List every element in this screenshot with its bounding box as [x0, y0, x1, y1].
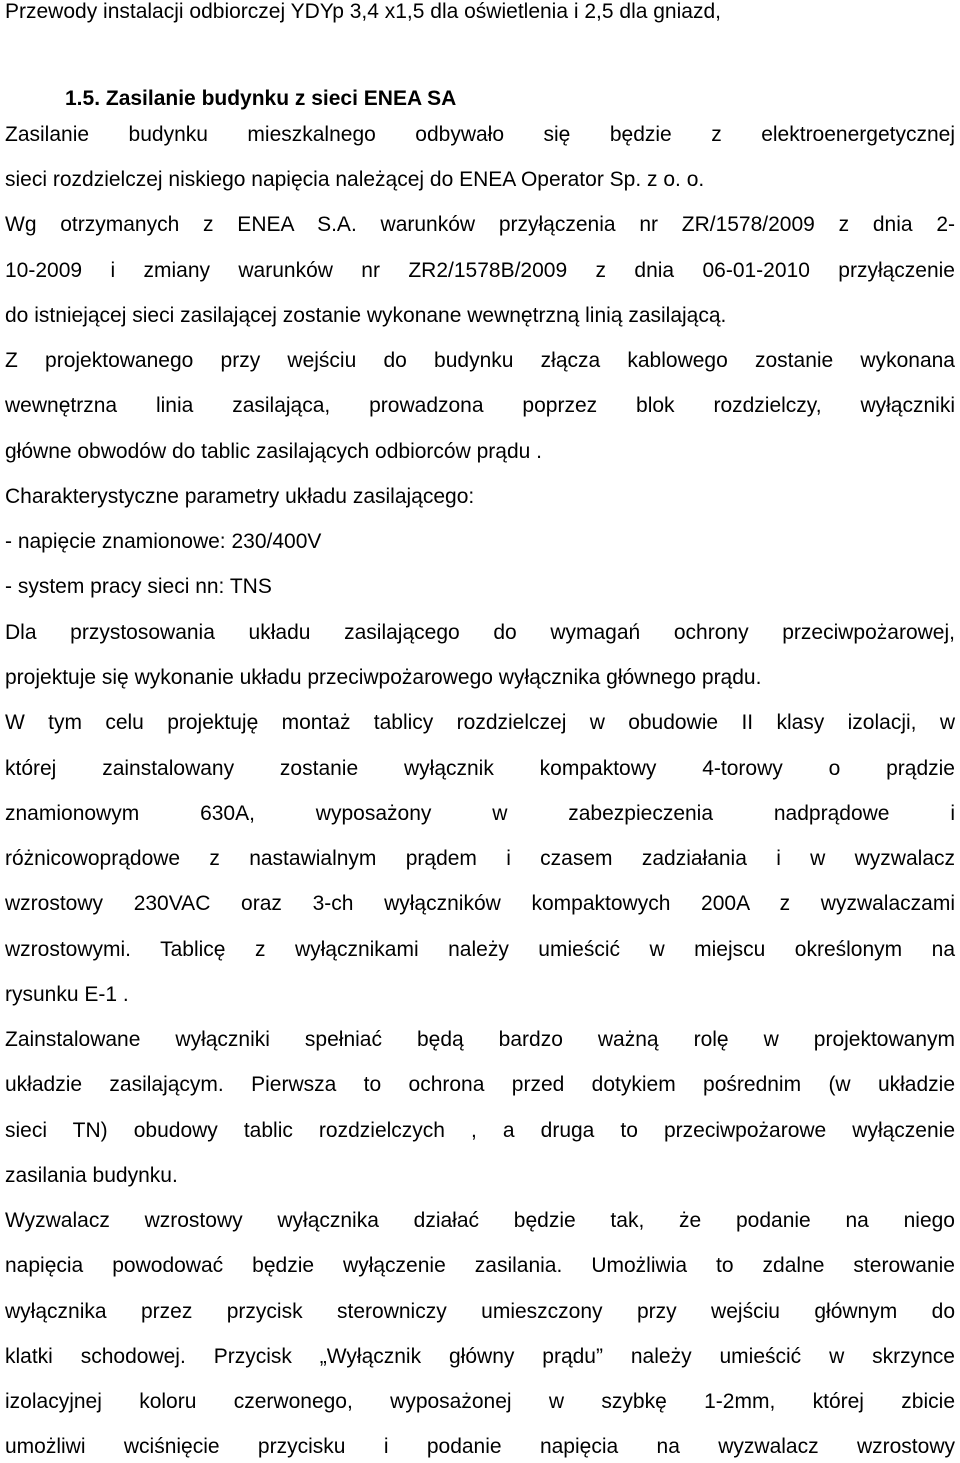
- text-line: napięcia powodować będzie wyłączenie zasilania. Umożliwia to zdalne sterowanie: [5, 1254, 955, 1277]
- text-line: Dla przystosowania układu zasilającego do wymagań ochrony przeciwpożarowej,: [5, 621, 955, 644]
- text-line: Charakterystyczne parametry układu zasilającego:: [5, 485, 475, 508]
- text-line: izolacyjnej koloru czerwonego, wyposażonej w szybkę 1-2mm, której zbicie: [5, 1390, 955, 1413]
- section-heading: 1.5. Zasilanie budynku z sieci ENEA SA: [65, 87, 457, 110]
- text-line: sieci TN) obudowy tablic rozdzielczych , a druga to przeciwpożarowe wyłączenie: [5, 1119, 955, 1142]
- text-line: - system pracy sieci nn: TNS: [5, 575, 272, 598]
- text-line: do istniejącej sieci zasilającej zostanie wykonane wewnętrzną linią zasilającą.: [5, 304, 727, 327]
- text-line: 10-2009 i zmiany warunków nr ZR2/1578B/2009 z dnia 06-01-2010 przyłączenie: [5, 259, 955, 282]
- text-line: Wyzwalacz wzrostowy wyłącznika działać będzie tak, że podanie na niego: [5, 1209, 955, 1232]
- text-line: Z projektowanego przy wejściu do budynku złącza kablowego zostanie wykonana: [5, 349, 955, 372]
- text-line: Zasilanie budynku mieszkalnego odbywało się będzie z elektroenergetycznej: [5, 123, 955, 146]
- text-line: wzrostowy 230VAC oraz 3-ch wyłączników kompaktowych 200A z wyzwalaczami: [5, 892, 955, 915]
- text-line: wyłącznika przez przycisk sterowniczy umieszczony przy wejściu głównym do: [5, 1300, 955, 1323]
- text-line: klatki schodowej. Przycisk „Wyłącznik główny prądu” należy umieścić w skrzynce: [5, 1345, 955, 1368]
- text-line: układzie zasilającym. Pierwsza to ochrona przed dotykiem pośrednim (w układzie: [5, 1073, 955, 1096]
- text-line: sieci rozdzielczej niskiego napięcia należącej do ENEA Operator Sp. z o. o.: [5, 168, 705, 191]
- text-line: której zainstalowany zostanie wyłącznik kompaktowy 4-torowy o prądzie: [5, 757, 955, 780]
- top-line: Przewody instalacji odbiorczej YDYp 3,4 x1,5 dla oświetlenia i 2,5 dla gniazd,: [5, 0, 721, 23]
- text-line: Wg otrzymanych z ENEA S.A. warunków przyłączenia nr ZR/1578/2009 z dnia 2-: [5, 213, 955, 236]
- text-line: główne obwodów do tablic zasilających odbiorców prądu .: [5, 440, 542, 463]
- text-line: zasilania budynku.: [5, 1164, 178, 1187]
- text-line: znamionowym 630A, wyposażony w zabezpieczenia nadprądowe i: [5, 802, 955, 825]
- text-line: projektuje się wykonanie układu przeciwpożarowego wyłącznika głównego prądu.: [5, 666, 762, 689]
- text-line: wzrostowymi. Tablicę z wyłącznikami należy umieścić w miejscu określonym na: [5, 938, 955, 961]
- text-line: Zainstalowane wyłączniki spełniać będą bardzo ważną rolę w projektowanym: [5, 1028, 955, 1051]
- text-line: - napięcie znamionowe: 230/400V: [5, 530, 322, 553]
- text-line: umożliwi wciśnięcie przycisku i podanie napięcia na wyzwalacz wzrostowy: [5, 1435, 955, 1458]
- text-line: W tym celu projektuję montaż tablicy rozdzielczej w obudowie II klasy izolacji, w: [5, 711, 955, 734]
- text-line: rysunku E-1 .: [5, 983, 129, 1006]
- text-line: różnicowoprądowe z nastawialnym prądem i czasem zadziałania i w wyzwalacz: [5, 847, 955, 870]
- text-line: wewnętrzna linia zasilająca, prowadzona poprzez blok rozdzielczy, wyłączniki: [5, 394, 955, 417]
